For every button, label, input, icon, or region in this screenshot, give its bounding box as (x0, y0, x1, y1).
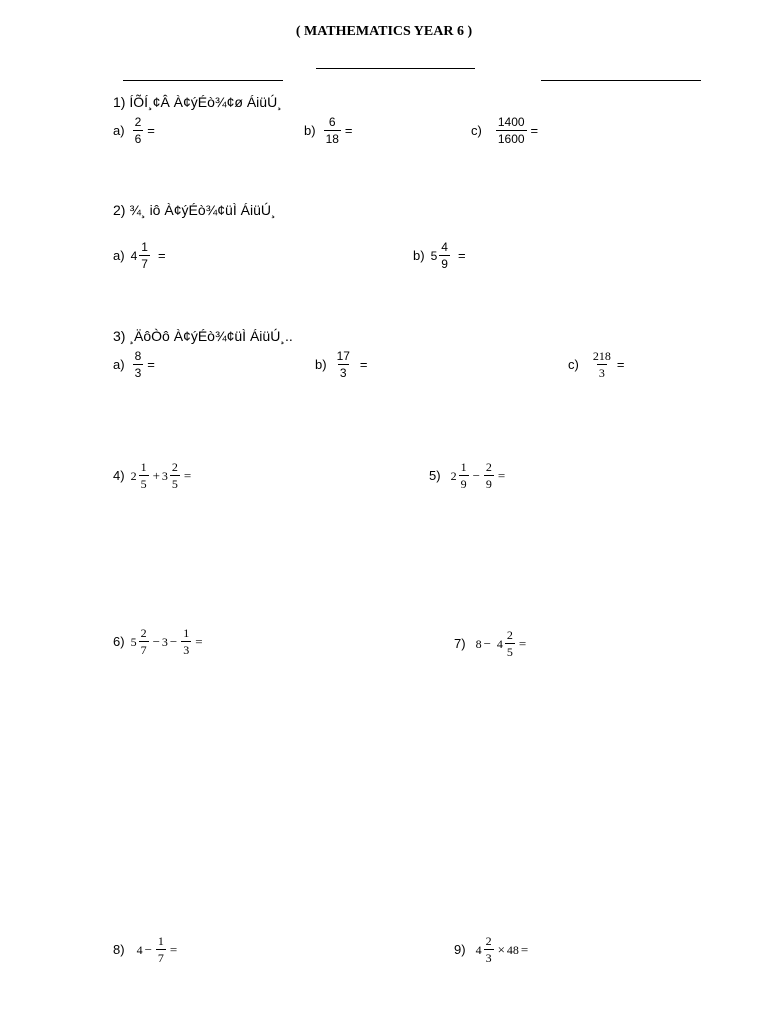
plus-sign: + (152, 468, 160, 483)
numerator: 1 (460, 460, 467, 474)
equals-sign: = (157, 248, 166, 263)
whole-number: 4 (136, 942, 143, 957)
question-5 (429, 461, 507, 490)
whole-number: 48 (506, 942, 519, 957)
equals-sign: = (497, 468, 506, 483)
name-line-center (316, 68, 475, 69)
fraction (591, 350, 613, 379)
question-7 (454, 629, 528, 658)
whole-number: 5 (130, 634, 137, 649)
name-line-right (541, 80, 701, 81)
equals-sign: = (183, 468, 192, 483)
question-3a (113, 350, 157, 379)
numerator: 4 (441, 240, 448, 254)
denominator: 9 (485, 477, 492, 491)
fraction (505, 629, 515, 658)
numerator: 2 (134, 115, 142, 129)
question-1b (304, 116, 355, 145)
denominator: 6 (134, 132, 142, 146)
equals-sign: = (195, 634, 203, 649)
denominator: 1600 (497, 132, 525, 146)
question-1a (113, 116, 157, 145)
question-3-heading: 3) ¸ÄôÒô À¢ýÉò¾¢üÌ ÁiüÚ¸.. (113, 328, 293, 344)
denominator: 3 (183, 643, 190, 657)
item-label: 7) (454, 636, 466, 651)
whole-number: 3 (161, 634, 168, 649)
fraction (139, 627, 149, 656)
fraction (170, 461, 180, 490)
fraction (324, 116, 341, 145)
numerator: 1 (157, 934, 164, 948)
fraction (439, 241, 450, 270)
question-8 (113, 935, 179, 964)
denominator: 7 (157, 951, 164, 965)
equals-sign: = (457, 248, 466, 263)
denominator: 7 (140, 643, 147, 657)
denominator: 3 (598, 366, 605, 380)
item-label: a) (113, 123, 125, 138)
equals-sign: = (518, 636, 527, 651)
fraction (484, 461, 494, 490)
question-1c (471, 116, 540, 145)
question-2a (113, 241, 168, 270)
item-label: c) (471, 123, 482, 138)
question-6 (113, 627, 205, 656)
fraction (139, 461, 149, 490)
item-label: 5) (429, 468, 441, 483)
whole-number: 2 (130, 468, 137, 483)
denominator: 3 (339, 366, 347, 380)
whole-number: 4 (496, 636, 503, 651)
minus-sign: − (169, 634, 178, 649)
denominator: 5 (171, 477, 178, 491)
item-label: a) (113, 357, 125, 372)
question-3b (315, 350, 370, 379)
question-2-heading: 2) ¾¸ iô À¢ýÉò¾¢üÌ ÁiüÚ¸ (113, 202, 276, 218)
question-9 (454, 935, 530, 964)
equals-sign: = (344, 123, 353, 138)
page-title: ( MATHEMATICS YEAR 6 ) (295, 24, 473, 39)
equals-sign: = (147, 357, 155, 372)
denominator: 7 (141, 257, 148, 271)
fraction (335, 350, 352, 379)
numerator: 2 (485, 460, 492, 474)
whole-number: 5 (430, 248, 438, 263)
item-label: b) (304, 123, 316, 138)
numerator: 1 (140, 460, 147, 474)
fraction (133, 116, 144, 145)
whole-number: 2 (450, 468, 457, 483)
numerator: 1400 (497, 115, 525, 129)
equals-sign: = (147, 123, 155, 138)
fraction (181, 627, 191, 656)
equals-sign: = (520, 942, 529, 957)
denominator: 3 (134, 366, 142, 380)
multiply-sign: × (497, 942, 505, 957)
denominator: 18 (325, 132, 339, 146)
equals-sign: = (530, 123, 539, 138)
fraction (133, 350, 144, 379)
minus-sign: − (144, 942, 152, 957)
question-3c (568, 350, 626, 379)
fraction (139, 241, 150, 270)
item-label: 6) (113, 634, 125, 649)
numerator: 6 (328, 115, 336, 129)
equals-sign: = (359, 357, 368, 372)
denominator: 5 (506, 645, 513, 659)
numerator: 2 (171, 460, 178, 474)
whole-number: 3 (161, 468, 168, 483)
denominator: 9 (460, 477, 467, 491)
denominator: 5 (140, 477, 147, 491)
denominator: 3 (485, 951, 492, 965)
question-1-heading: 1) ÍÕÍ¸¢Â À¢ýÉò¾¢ø ÁiüÚ¸ (113, 94, 282, 110)
denominator: 9 (441, 257, 448, 271)
question-4 (113, 461, 193, 490)
numerator: 1 (183, 626, 190, 640)
numerator: 2 (140, 626, 147, 640)
numerator: 2 (506, 628, 513, 642)
item-label: 8) (113, 942, 125, 957)
numerator: 17 (336, 349, 350, 363)
equals-sign: = (616, 357, 625, 372)
minus-sign: − (472, 468, 480, 483)
numerator: 8 (134, 349, 142, 363)
item-label: 4) (113, 468, 125, 483)
whole-number: 4 (130, 248, 138, 263)
fraction (484, 935, 494, 964)
fraction (459, 461, 469, 490)
minus-sign: − (152, 634, 160, 649)
whole-number: 8 (475, 636, 482, 651)
name-line-left (123, 80, 283, 81)
item-label: 9) (454, 942, 466, 957)
fraction (496, 116, 527, 145)
item-label: b) (413, 248, 425, 263)
minus-sign: − (483, 636, 491, 651)
fraction (156, 935, 166, 964)
numerator: 1 (141, 240, 148, 254)
item-label: c) (568, 357, 579, 372)
item-label: a) (113, 248, 125, 263)
numerator: 218 (592, 349, 611, 363)
numerator: 2 (485, 934, 492, 948)
item-label: b) (315, 357, 327, 372)
whole-number: 4 (475, 942, 482, 957)
equals-sign: = (169, 942, 178, 957)
question-2b (413, 241, 468, 270)
